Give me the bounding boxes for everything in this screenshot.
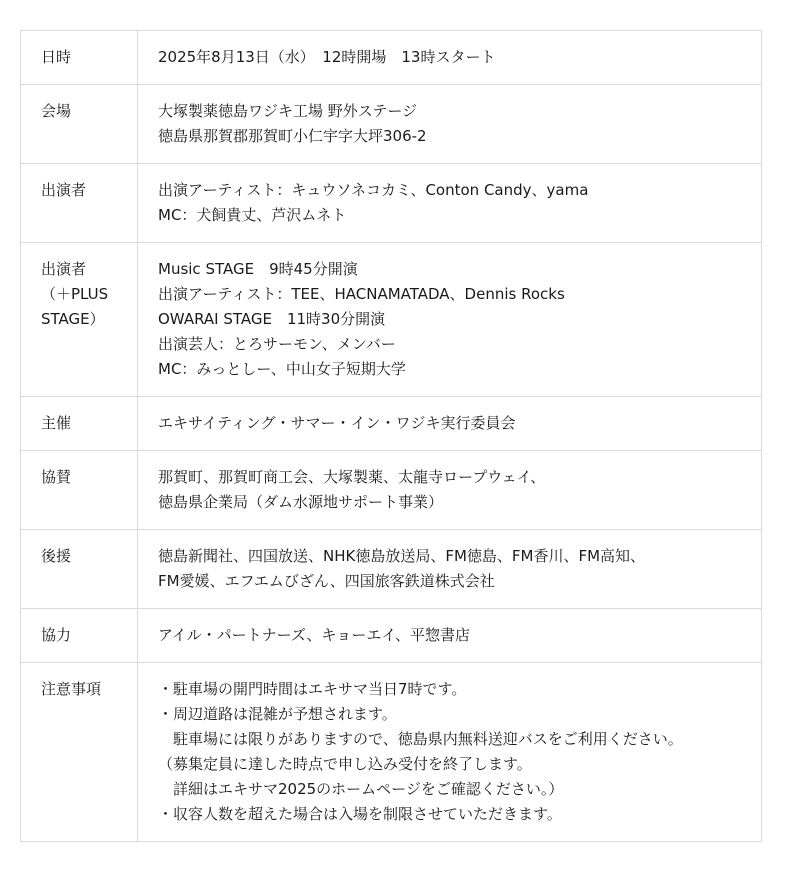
value-line: MC：みっとしー、中山女子短期大学 bbox=[158, 360, 406, 378]
value-line: ・周辺道路は混雑が予想されます。 bbox=[158, 705, 397, 723]
label-line: （＋PLUS bbox=[41, 285, 109, 303]
label-line: 注意事項 bbox=[41, 680, 102, 698]
row-value bbox=[138, 663, 762, 842]
value-line: 徳島新聞社、四国放送、NHK徳島放送局、FM徳島、FM香川、FM高知、 bbox=[158, 547, 646, 565]
value-line: ・収容人数を超えた場合は入場を制限させていただきます。 bbox=[158, 805, 562, 823]
row-value bbox=[138, 164, 762, 243]
value-line: 駐車場には限りがありますので、徳島県内無料送迎バスをご利用ください。 bbox=[158, 730, 683, 748]
label-line: 出演者 bbox=[41, 260, 87, 278]
row-value bbox=[138, 397, 762, 451]
row-value bbox=[138, 530, 762, 609]
value-line: OWARAI STAGE 11時30分開演 bbox=[158, 310, 386, 328]
value-line: アイル・パートナーズ、キョーエイ、平惣書店 bbox=[158, 626, 471, 644]
row-label bbox=[21, 31, 138, 85]
value-line: エキサイティング・サマー・イン・ワジキ実行委員会 bbox=[158, 414, 516, 432]
row-performers bbox=[21, 164, 762, 243]
row-value bbox=[138, 609, 762, 663]
label-line: 協力 bbox=[41, 626, 72, 644]
row-value bbox=[138, 85, 762, 164]
row-label bbox=[21, 530, 138, 609]
label-line: 協賛 bbox=[41, 468, 72, 486]
row-label bbox=[21, 85, 138, 164]
row-value bbox=[138, 243, 762, 397]
row-label bbox=[21, 451, 138, 530]
row-venue bbox=[21, 85, 762, 164]
value-line: 出演芸人：とろサーモン、メンバー bbox=[158, 335, 396, 353]
value-line: 出演アーティスト：TEE、HACNAMATADA、Dennis Rocks bbox=[158, 285, 565, 303]
row-label bbox=[21, 663, 138, 842]
row-sponsors bbox=[21, 451, 762, 530]
label-line: 日時 bbox=[41, 48, 72, 66]
row-value bbox=[138, 31, 762, 85]
row-label bbox=[21, 397, 138, 451]
label-line: 主催 bbox=[41, 414, 72, 432]
value-line: （募集定員に達した時点で申し込み受付を終了します。 bbox=[158, 755, 532, 773]
event-info-table bbox=[20, 30, 762, 842]
value-line: 那賀町、那賀町商工会、大塚製薬、太龍寺ロープウェイ、 bbox=[158, 468, 546, 486]
row-supporters bbox=[21, 530, 762, 609]
label-line: STAGE） bbox=[41, 310, 105, 328]
row-cooperation bbox=[21, 609, 762, 663]
value-line: 大塚製薬徳島ワジキ工場 野外ステージ bbox=[158, 102, 418, 120]
label-line: 出演者 bbox=[41, 181, 87, 199]
value-line: 2025年8月13日（水） 12時開場 13時スタート bbox=[158, 48, 496, 66]
label-line: 会場 bbox=[41, 102, 72, 120]
value-line: 詳細はエキサマ2025のホームページをご確認ください。） bbox=[158, 780, 564, 798]
value-line: 徳島県那賀郡那賀町小仁宇字大坪306-2 bbox=[158, 127, 427, 145]
row-value bbox=[138, 451, 762, 530]
value-line: FM愛媛、エフエムびざん、四国旅客鉄道株式会社 bbox=[158, 572, 495, 590]
value-line: MC：犬飼貴丈、芦沢ムネト bbox=[158, 206, 347, 224]
row-notes bbox=[21, 663, 762, 842]
label-line: 後援 bbox=[41, 547, 72, 565]
value-line: Music STAGE 9時45分開演 bbox=[158, 260, 358, 278]
value-line: 出演アーティスト：キュウソネコカミ、Conton Candy、yama bbox=[158, 181, 589, 199]
row-organizer bbox=[21, 397, 762, 451]
row-datetime bbox=[21, 31, 762, 85]
row-label bbox=[21, 609, 138, 663]
row-label bbox=[21, 243, 138, 397]
row-performers-plus-stage bbox=[21, 243, 762, 397]
row-label bbox=[21, 164, 138, 243]
value-line: 徳島県企業局（ダム水源地サポート事業） bbox=[158, 493, 444, 511]
value-line: ・駐車場の開門時間はエキサマ当日7時です。 bbox=[158, 680, 467, 698]
